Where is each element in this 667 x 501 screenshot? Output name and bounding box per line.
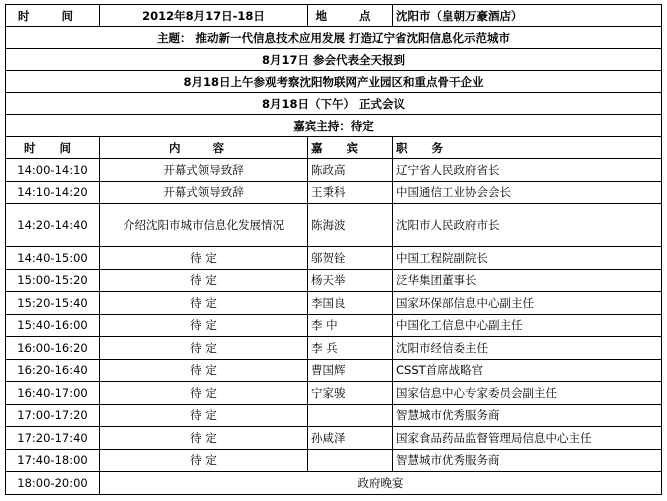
row-content: 待 定 bbox=[100, 427, 308, 450]
banner-host: 嘉宾主持：待定 bbox=[6, 115, 662, 137]
row-time: 14:40-15:00 bbox=[6, 247, 100, 270]
table-row bbox=[6, 292, 662, 315]
column-header-row bbox=[6, 137, 662, 159]
row-position: 国家信息中心专家委员会副主任 bbox=[393, 382, 662, 405]
row-position: 国家环保部信息中心副主任 bbox=[393, 292, 662, 315]
row-position: 智慧城市优秀服务商 bbox=[393, 449, 662, 472]
row-content: 开幕式领导致辞 bbox=[100, 159, 308, 182]
header-row bbox=[6, 5, 662, 27]
table-row bbox=[6, 449, 662, 472]
row-time: 17:00-17:20 bbox=[6, 404, 100, 427]
table-row bbox=[6, 269, 662, 292]
row-content: 待 定 bbox=[100, 314, 308, 337]
banner-site-visit: 8月18日上午参观考察沈阳物联网产业园区和重点骨干企业 bbox=[6, 71, 662, 93]
row-guest: 孙咸泽 bbox=[308, 427, 393, 450]
row-position: 沈阳市人民政府市长 bbox=[393, 204, 662, 247]
row-content: 待 定 bbox=[100, 247, 308, 270]
row-guest: 李 兵 bbox=[308, 337, 393, 360]
row-content: 介绍沈阳市城市信息化发展情况 bbox=[100, 204, 308, 247]
theme-text: 主题： 推动新一代信息技术应用发展 打造辽宁省沈阳信息化示范城市 bbox=[6, 27, 662, 49]
column-header-guest: 嘉 宾 bbox=[308, 137, 393, 159]
row-guest bbox=[308, 449, 393, 472]
schedule-table bbox=[5, 4, 662, 495]
table-row bbox=[6, 247, 662, 270]
banner-row bbox=[6, 49, 662, 71]
banner-formal-meeting: 8月18日（下午） 正式会议 bbox=[6, 93, 662, 115]
table-row bbox=[6, 404, 662, 427]
row-guest: 陈海波 bbox=[308, 204, 393, 247]
banner-row bbox=[6, 115, 662, 137]
row-position: CSST首席战略官 bbox=[393, 359, 662, 382]
row-time: 15:20-15:40 bbox=[6, 292, 100, 315]
place-value: 沈阳市（皇朝万豪酒店） bbox=[393, 5, 662, 27]
row-content: 开幕式领导致辞 bbox=[100, 181, 308, 204]
row-content: 待 定 bbox=[100, 292, 308, 315]
row-position: 辽宁省人民政府省长 bbox=[393, 159, 662, 182]
row-position: 中国通信工业协会会长 bbox=[393, 181, 662, 204]
row-time: 17:40-18:00 bbox=[6, 449, 100, 472]
table-row bbox=[6, 382, 662, 405]
row-guest: 杨天举 bbox=[308, 269, 393, 292]
table-row-dinner bbox=[6, 472, 662, 495]
row-guest: 李国良 bbox=[308, 292, 393, 315]
date-value: 2012年8月17日-18日 bbox=[100, 5, 308, 27]
banner-row bbox=[6, 71, 662, 93]
row-time: 16:00-16:20 bbox=[6, 337, 100, 360]
row-guest: 李 中 bbox=[308, 314, 393, 337]
row-guest: 宁家骏 bbox=[308, 382, 393, 405]
row-content: 待 定 bbox=[100, 404, 308, 427]
banner-registration: 8月17日 参会代表全天报到 bbox=[6, 49, 662, 71]
column-header-content: 内 容 bbox=[100, 137, 308, 159]
row-content: 待 定 bbox=[100, 359, 308, 382]
row-guest: 邬贺铨 bbox=[308, 247, 393, 270]
table-row bbox=[6, 314, 662, 337]
row-time: 14:10-14:20 bbox=[6, 181, 100, 204]
row-content: 待 定 bbox=[100, 449, 308, 472]
row-position: 泛华集团董事长 bbox=[393, 269, 662, 292]
theme-row bbox=[6, 27, 662, 49]
row-time: 14:00-14:10 bbox=[6, 159, 100, 182]
table-row bbox=[6, 204, 662, 247]
row-time: 16:20-16:40 bbox=[6, 359, 100, 382]
table-row bbox=[6, 359, 662, 382]
row-time: 16:40-17:00 bbox=[6, 382, 100, 405]
column-header-time: 时 间 bbox=[6, 137, 100, 159]
row-content: 待 定 bbox=[100, 382, 308, 405]
table-row bbox=[6, 159, 662, 182]
row-time: 14:20-14:40 bbox=[6, 204, 100, 247]
place-label: 地 点 bbox=[308, 5, 393, 27]
row-content: 待 定 bbox=[100, 337, 308, 360]
row-time: 15:00-15:20 bbox=[6, 269, 100, 292]
row-time: 17:20-17:40 bbox=[6, 427, 100, 450]
banner-row bbox=[6, 93, 662, 115]
time-label: 时 间 bbox=[6, 5, 100, 27]
table-row bbox=[6, 181, 662, 204]
table-row bbox=[6, 427, 662, 450]
table-row bbox=[6, 337, 662, 360]
row-position: 智慧城市优秀服务商 bbox=[393, 404, 662, 427]
row-guest: 王秉科 bbox=[308, 181, 393, 204]
row-guest: 曹国辉 bbox=[308, 359, 393, 382]
row-content: 待 定 bbox=[100, 269, 308, 292]
row-content: 政府晚宴 bbox=[100, 472, 662, 495]
row-position: 中国工程院副院长 bbox=[393, 247, 662, 270]
row-position: 中国化工信息中心副主任 bbox=[393, 314, 662, 337]
row-guest: 陈政高 bbox=[308, 159, 393, 182]
row-guest bbox=[308, 404, 393, 427]
row-time: 18:00-20:00 bbox=[6, 472, 100, 495]
row-time: 15:40-16:00 bbox=[6, 314, 100, 337]
column-header-position: 职 务 bbox=[393, 137, 662, 159]
row-position: 沈阳市经信委主任 bbox=[393, 337, 662, 360]
row-position: 国家食品药品监督管理局信息中心主任 bbox=[393, 427, 662, 450]
